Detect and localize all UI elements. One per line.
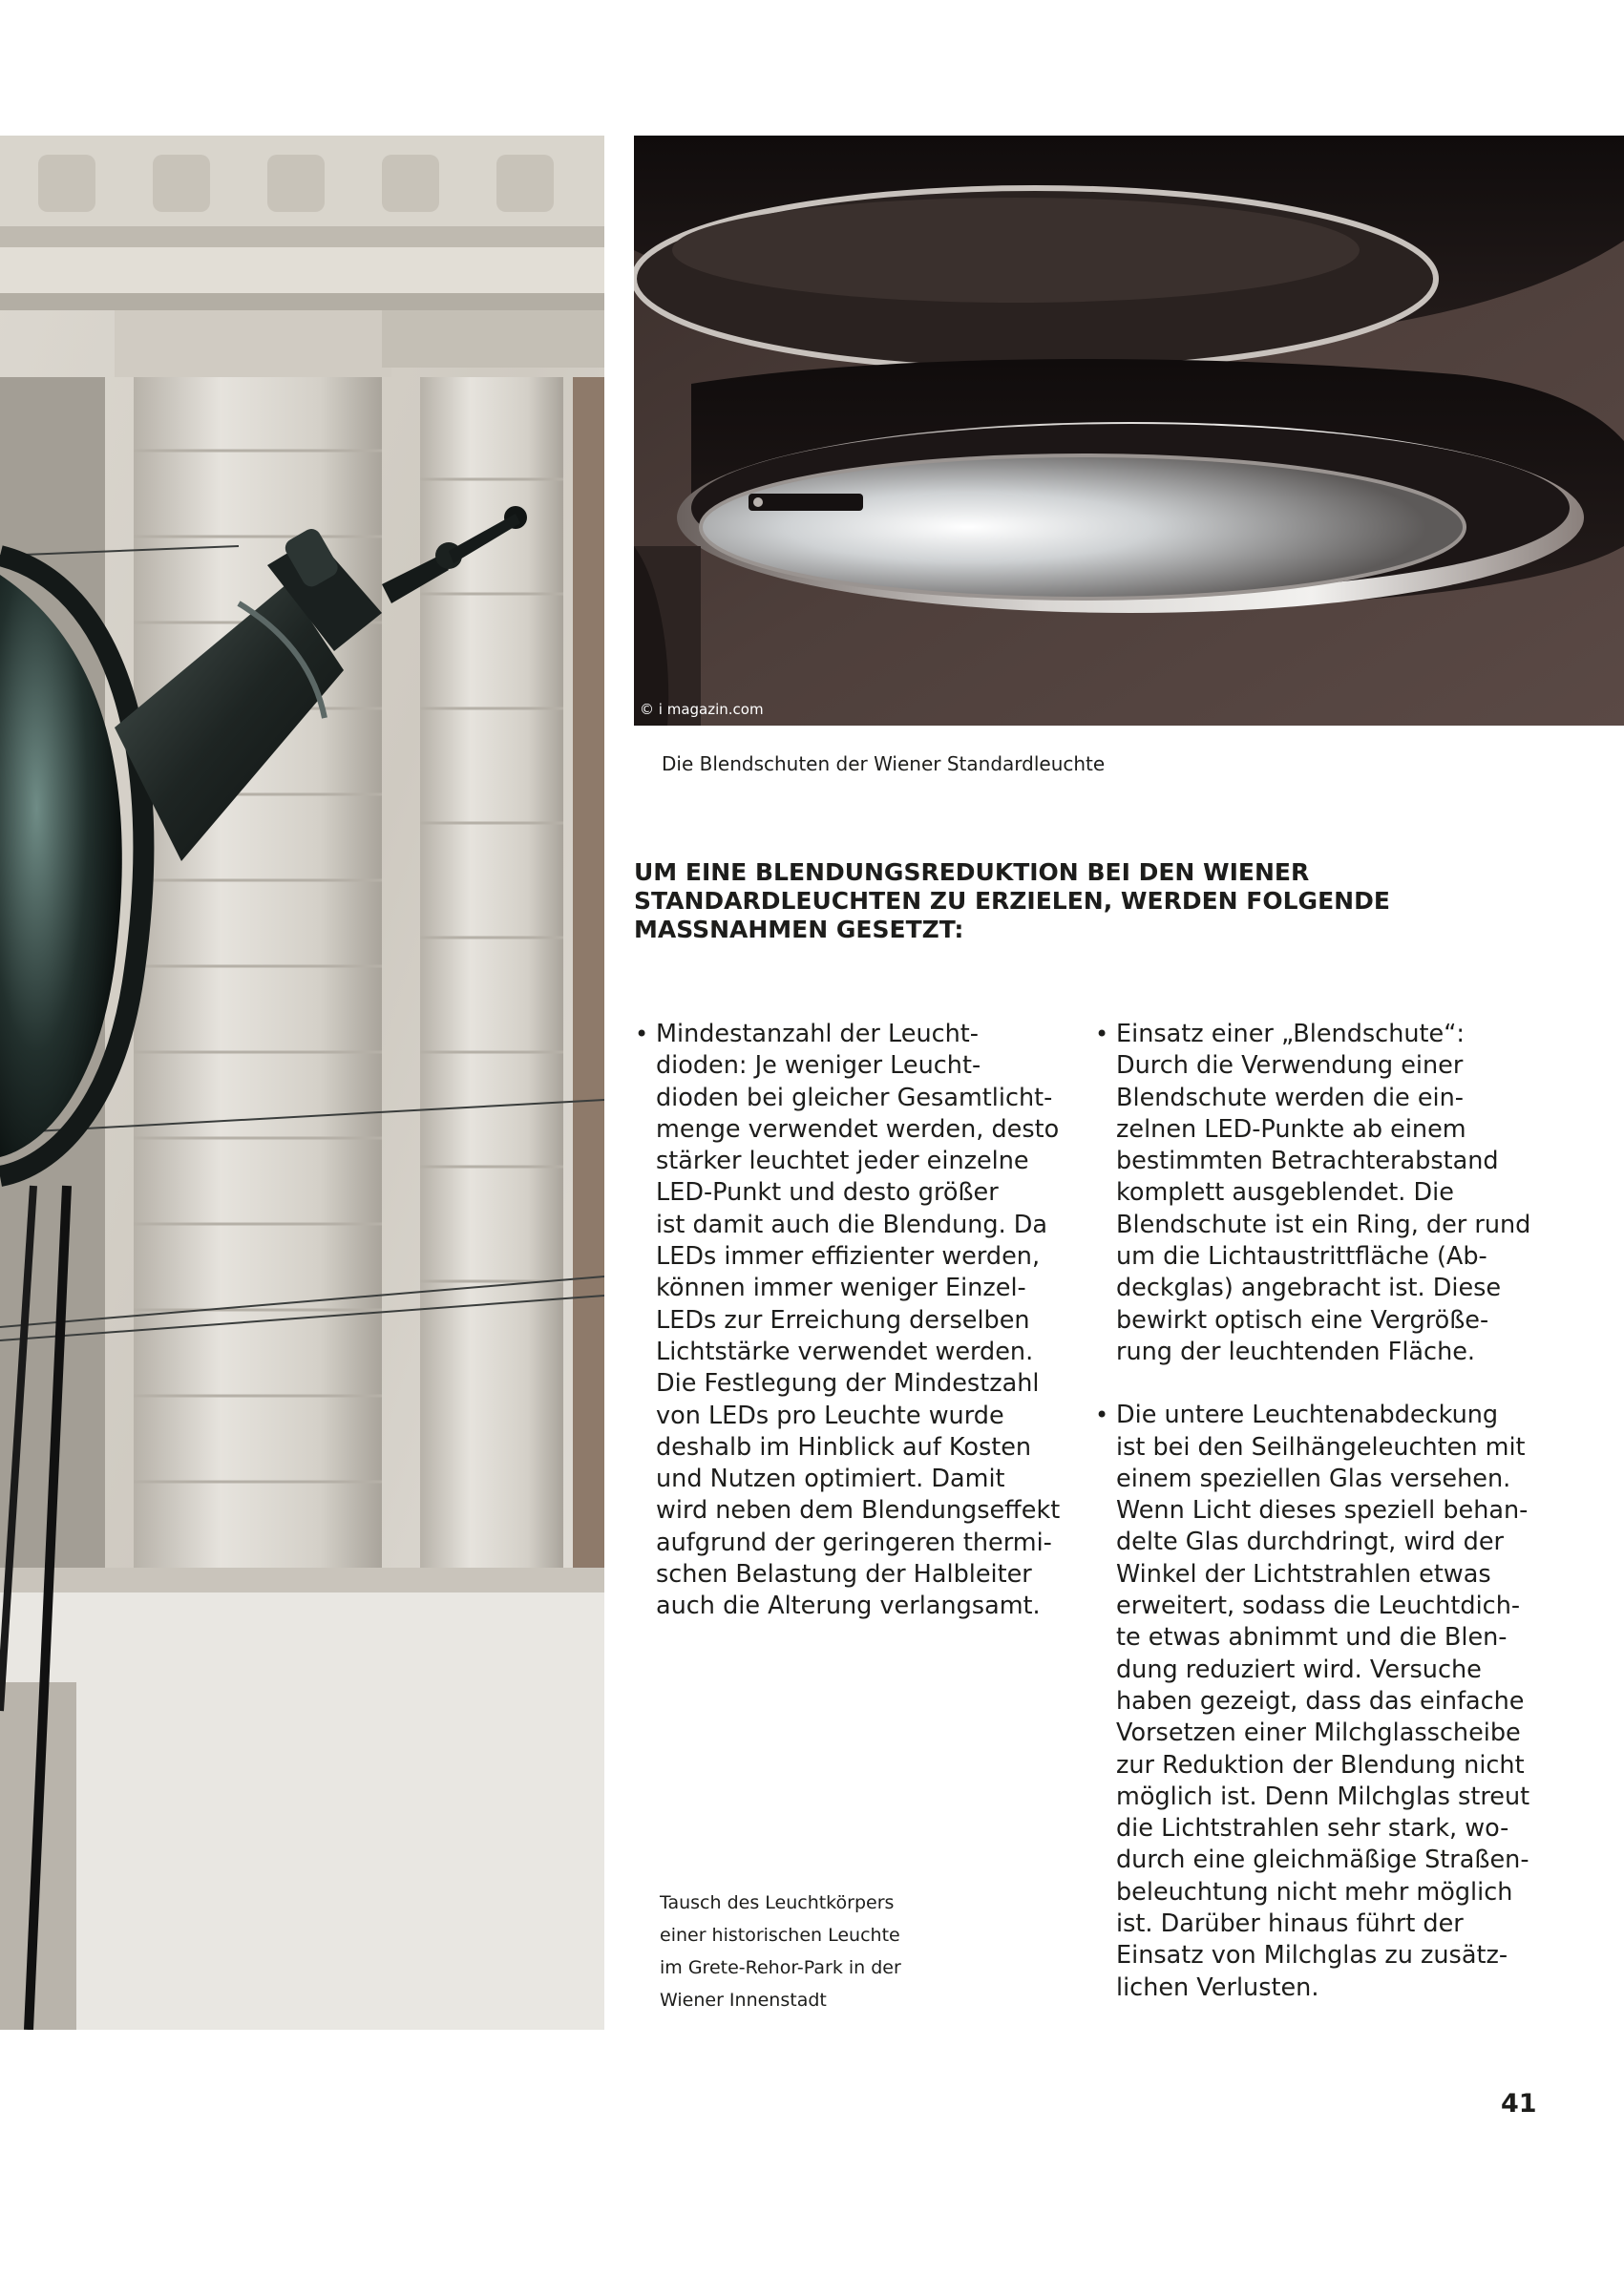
text-line: Die Festlegung der Mindestzahl [656,1369,1040,1399]
text-line: Vorsetzen einer Milchglasscheibe [1116,1719,1521,1748]
text-line: von LEDs pro Leuchte wurde [656,1401,1004,1430]
bullet-icon: • [1095,1402,1109,1429]
text-line: Einsatz einer „Blendschute“: [1116,1020,1466,1048]
text-line: dioden: Je weniger Leucht- [656,1051,981,1081]
text-line: komplett ausgeblendet. Die [1116,1178,1454,1208]
headline-line: STANDARDLEUCHTEN ZU ERZIELEN, WERDEN FOLGENDE [634,887,1390,915]
text-line: dung reduziert wird. Versuche [1116,1655,1482,1684]
text-line: erweitert, sodass die Leuchtdich- [1116,1592,1521,1621]
page-number: 41 [1501,2089,1537,2119]
caption-line: Wiener Innenstadt [660,1990,827,2011]
bullet-text [656,1019,1082,1623]
text-line: LEDs zur Erreichung derselben [656,1305,1030,1335]
text-line: stärker leuchtet jeder einzelne [656,1147,1029,1176]
glare-shield-photo [634,136,1624,726]
text-line: möglich ist. Denn Milchglas streut [1116,1782,1530,1811]
headline-line: MASSNAHMEN GESETZT: [634,916,964,943]
text-line: Blendschute ist ein Ring, der rund [1116,1210,1531,1239]
photo-credit: © i magazin.com [640,701,764,718]
text-line: zur Reduktion der Blendung nicht [1116,1750,1525,1780]
text-line: dioden bei gleicher Gesamtlicht- [656,1083,1053,1112]
bullet-text [1116,1400,1542,2004]
text-line: können immer weniger Einzel- [656,1274,1026,1303]
bullet-text [1116,1019,1542,1368]
text-line: Durch die Verwendung einer [1116,1051,1464,1081]
left-column [633,1019,1082,1655]
text-line: Winkel der Lichtstrahlen etwas [1116,1559,1491,1589]
right-column [1093,1019,1542,2035]
text-line: aufgrund der geringeren thermi- [656,1528,1052,1557]
caption-line: Tausch des Leuchtkörpers [660,1892,895,1913]
text-line: zelnen LED-Punkte ab einem [1116,1114,1466,1144]
text-line: bewirkt optisch eine Vergröße- [1116,1305,1489,1335]
text-line: Lichtstärke verwendet werden. [656,1337,1034,1366]
text-line: ist. Darüber hinaus führt der [1116,1909,1464,1939]
bullet-led-count [633,1019,1082,1623]
text-line: Die untere Leuchtenabdeckung [1116,1401,1499,1430]
bullet-lower-cover [1093,1400,1542,2004]
text-line: te etwas abnimmt und die Blen- [1116,1623,1508,1653]
text-line: um die Lichtaustrittfläche (Ab- [1116,1242,1487,1272]
text-line: haben gezeigt, dass das einfache [1116,1686,1525,1716]
text-line: deshalb im Hinblick auf Kosten [656,1432,1032,1462]
text-line: ist damit auch die Blendung. Da [656,1210,1048,1239]
text-line: delte Glas durchdringt, wird der [1116,1528,1505,1557]
bullet-icon: • [635,1021,649,1047]
bullet-glare-shield [1093,1019,1542,1368]
text-line: einem speziellen Glas versehen. [1116,1464,1511,1493]
caption-line: einer historischen Leuchte [660,1925,900,1946]
text-line: die Lichtstrahlen sehr stark, wo- [1116,1814,1509,1844]
text-line: LEDs immer effizienter werden, [656,1242,1041,1272]
text-line: deckglas) angebracht ist. Diese [1116,1274,1502,1303]
text-line: bestimmten Betrachterabstand [1116,1147,1499,1176]
text-line: Blendschute werden die ein- [1116,1083,1464,1112]
text-line: und Nutzen optimiert. Damit [656,1465,1005,1494]
headline [634,858,1493,944]
text-line: Einsatz von Milchglas zu zusätz- [1116,1941,1508,1971]
text-line: rung der leuchtenden Fläche. [1116,1337,1476,1366]
text-line: beleuchtung nicht mehr möglich [1116,1877,1513,1907]
text-line: LED-Punkt und desto größer [656,1178,999,1208]
bullet-icon: • [1095,1021,1109,1047]
top-photo-caption: Die Blendschuten der Wiener Standardleuchte [662,752,1106,775]
text-line: auch die Alterung verlangsamt. [656,1592,1041,1621]
text-line: Mindestanzahl der Leucht- [656,1020,980,1048]
text-line: durch eine gleichmäßige Straßen- [1116,1846,1529,1875]
text-line: wird neben dem Blendungseffekt [656,1496,1061,1526]
headline-line: UM EINE BLENDUNGSREDUKTION BEI DEN WIENER [634,858,1310,886]
text-line: ist bei den Seilhängeleuchten mit [1116,1432,1526,1462]
caption-line: im Grete-Rehor-Park in der [660,1957,901,1978]
left-photo-caption [660,1887,946,2016]
historic-lamp-photo [0,136,604,2030]
text-line: menge verwendet werden, desto [656,1114,1060,1144]
text-line: schen Belastung der Halbleiter [656,1560,1032,1590]
text-line: Wenn Licht dieses speziell behan- [1116,1496,1529,1526]
text-line: lichen Verlusten. [1116,1972,1319,2002]
